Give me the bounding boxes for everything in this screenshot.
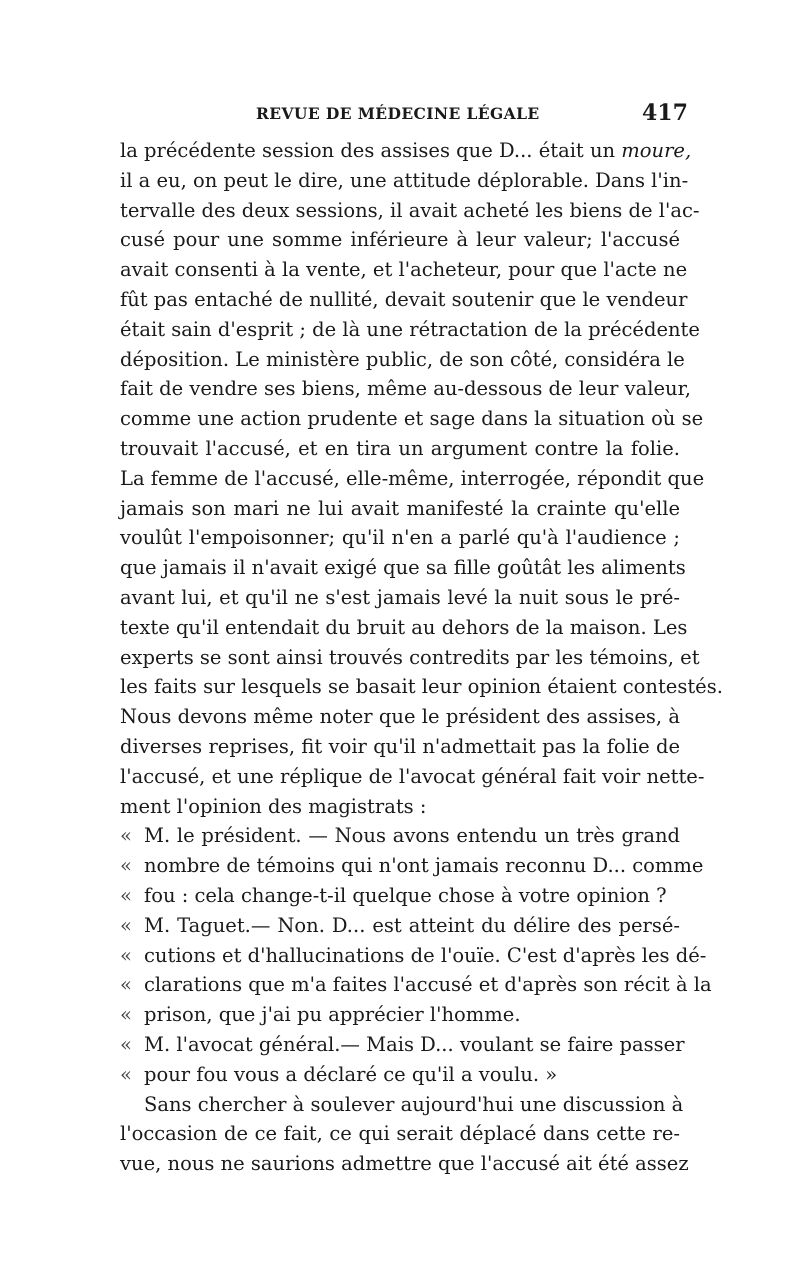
text-line: trouvait l'accusé, et en tira un argument contre la folie. — [120, 436, 680, 460]
text-line: jamais son mari ne lui avait manifesté la crainte qu'elle — [120, 496, 680, 520]
page-header — [0, 100, 800, 130]
body-text — [120, 136, 723, 1179]
quote-line — [120, 1000, 680, 1030]
quote-line — [120, 970, 712, 1000]
text-line: il a eu, on peut le dire, une attitude déplorable. Dans l'in- — [120, 168, 689, 192]
guillemet-mark: « — [120, 854, 132, 878]
text-line: fait de vendre ses biens, même au-dessous de leur valeur, — [120, 377, 691, 401]
guillemet-mark: « — [120, 1032, 132, 1056]
text-line: vue, nous ne saurions admettre que l'accusé ait été assez — [120, 1152, 689, 1176]
text-line: la précédente session des assises que D... était un moure, — [120, 139, 692, 162]
text-line: l'accusé, et une réplique de l'avocat général fait voir nette- — [120, 764, 705, 788]
guillemet-mark: « — [120, 1062, 132, 1086]
text-line: était sain d'esprit ; de là une rétractation de la précédente — [120, 317, 700, 341]
text-line: avant lui, et qu'il ne s'est jamais levé la nuit sous le pré- — [120, 585, 680, 609]
guillemet-mark: « — [120, 973, 132, 997]
quote-text: M. l'avocat général.— Mais D... voulant se faire passer — [144, 1032, 685, 1056]
text-line: tervalle des deux sessions, il avait acheté les biens de l'ac- — [120, 198, 700, 222]
guillemet-mark: « — [120, 1003, 132, 1027]
quote-line — [120, 851, 704, 881]
text-line: texte qu'il entendait du bruit au dehors de la maison. Les — [120, 615, 688, 639]
guillemet-mark: « — [120, 913, 132, 937]
text-line: fût pas entaché de nullité, devait soutenir que le vendeur — [120, 287, 688, 311]
guillemet-mark: « — [120, 883, 132, 907]
quote-line — [120, 1060, 680, 1090]
italic-word: moure, — [621, 139, 692, 162]
text-line: que jamais il n'avait exigé que sa fille goûtât les aliments — [120, 556, 686, 580]
text-line: Sans chercher à soulever aujourd'hui une discussion à — [144, 1092, 684, 1116]
text-line: les faits sur lesquels se basait leur opinion étaient contestés. — [120, 675, 723, 699]
quote-line — [120, 821, 680, 851]
page-number: 417 — [642, 100, 688, 126]
text-line: déposition. Le ministère public, de son côté, considéra le — [120, 347, 685, 371]
text-line: La femme de l'accusé, elle-même, interrogée, répondit que — [120, 466, 705, 490]
quote-text: cutions et d'hallucinations de l'ouïe. C'est d'après les dé- — [144, 943, 707, 967]
quote-text: prison, que j'ai pu apprécier l'homme. — [144, 1003, 521, 1027]
quote-text: M. Taguet.— Non. D... est atteint du délire des persé- — [144, 913, 680, 937]
guillemet-mark: « — [120, 824, 132, 848]
text-line: experts se sont ainsi trouvés contredits par les témoins, et — [120, 645, 700, 669]
guillemet-mark: « — [120, 943, 132, 967]
text-line: Nous devons même noter que le président des assises, à — [120, 705, 680, 729]
quote-text: clarations que m'a faites l'accusé et d'après son récit à la — [144, 973, 712, 997]
quote-line — [120, 881, 680, 911]
quote-text: nombre de témoins qui n'ont jamais reconnu D... comme — [144, 854, 704, 878]
quote-text: fou : cela change-t-il quelque chose à votre opinion ? — [144, 883, 667, 907]
text-line: avait consenti à la vente, et l'acheteur, pour que l'acte ne — [120, 258, 688, 282]
quote-line — [120, 1030, 685, 1060]
quote-line — [120, 941, 707, 971]
text-line: diverses reprises, fit voir qu'il n'admettait pas la folie de — [120, 734, 680, 758]
quote-text: M. le président. — Nous avons entendu un très grand — [144, 824, 680, 848]
quote-text: pour fou vous a déclaré ce qu'il a voulu. » — [144, 1062, 558, 1086]
text-line: l'occasion de ce fait, ce qui serait déplacé dans cette re- — [120, 1122, 680, 1146]
text-line: voulût l'empoisonner; qu'il n'en a parlé qu'à l'audience ; — [120, 526, 680, 550]
text-line: cusé pour une somme inférieure à leur valeur; l'accusé — [120, 228, 680, 252]
running-head: REVUE DE MÉDECINE LÉGALE — [256, 104, 540, 123]
text-line: ment l'opinion des magistrats : — [120, 794, 427, 818]
text-line: comme une action prudente et sage dans la situation où se — [120, 407, 704, 431]
quote-line — [120, 911, 680, 941]
